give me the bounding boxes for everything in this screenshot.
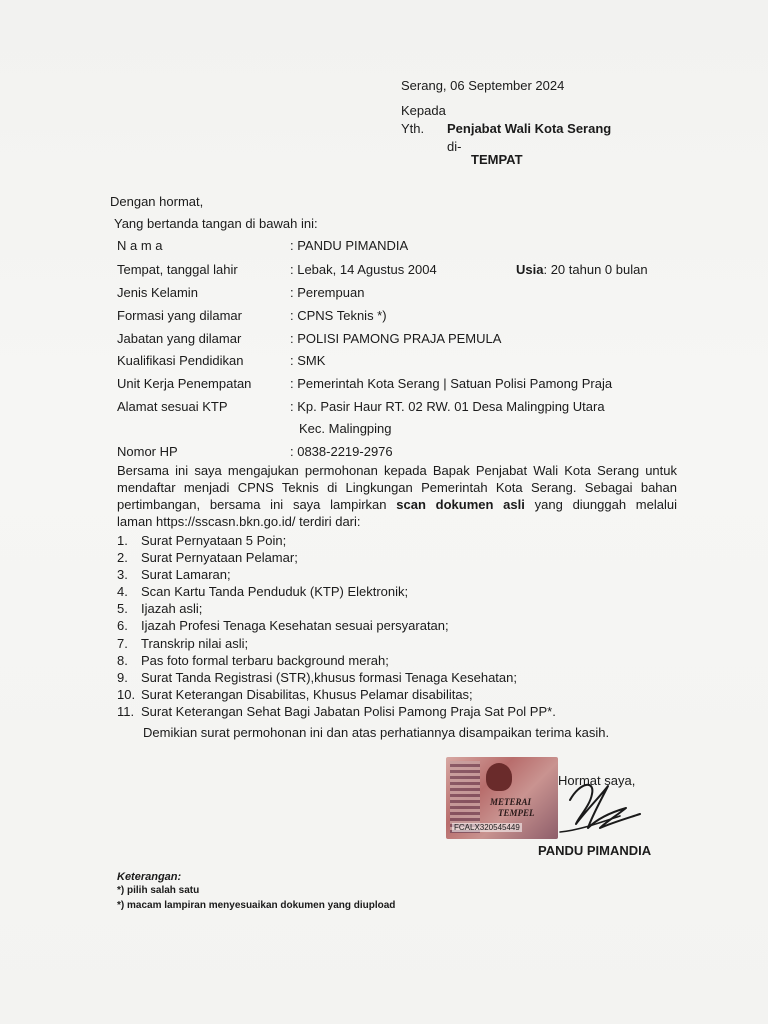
field-value-name: : PANDU PIMANDIA: [290, 238, 409, 253]
age-label: Usia: [516, 262, 544, 277]
list-item: [117, 635, 556, 652]
signer-name: PANDU PIMANDIA: [538, 843, 652, 858]
list-number: 1.: [117, 533, 128, 548]
paragraph-line: [117, 496, 677, 513]
field-value-formation: : CPNS Teknis *): [290, 308, 387, 323]
list-number: 9.: [117, 669, 128, 685]
garuda-emblem-icon: [486, 763, 512, 791]
list-text: Ijazah asli;: [141, 601, 203, 617]
list-number: 7.: [117, 635, 128, 651]
list-item: [117, 669, 556, 686]
field-value-address: : Kp. Pasir Haur RT. 02 RW. 01 Desa Malingping Utara: [290, 399, 605, 414]
yth-label: Yth.: [401, 121, 425, 136]
age-value: : 20 tahun 0 bulan: [543, 262, 648, 277]
list-text: Scan Kartu Tanda Penduduk (KTP) Elektronik;: [141, 584, 409, 600]
list-item: [117, 686, 556, 703]
field-value-birth: : Lebak, 14 Agustus 2004: [290, 262, 437, 277]
age-field: [516, 262, 648, 278]
list-text: Transkrip nilai asli;: [141, 635, 249, 651]
list-item: [117, 583, 556, 600]
field-label-unit: Unit Kerja Penempatan: [117, 376, 252, 391]
body-paragraph: [117, 462, 677, 530]
di-label: di-: [447, 139, 462, 154]
field-label-address: Alamat sesuai KTP: [117, 399, 228, 414]
list-item: [117, 600, 556, 617]
list-item: [117, 617, 556, 634]
field-label-gender: Jenis Kelamin: [117, 285, 198, 300]
note-line: *) pilih salah satu: [117, 885, 200, 896]
to-label: Kepada: [401, 103, 446, 118]
list-item: [117, 652, 556, 669]
list-text: Surat Lamaran;: [141, 567, 231, 583]
list-text: Surat Tanda Registrasi (STR),khusus formasi Tenaga Kesehatan;: [141, 669, 517, 685]
recipient: Penjabat Wali Kota Serang: [447, 121, 612, 136]
field-value-unit: : Pemerintah Kota Serang | Satuan Polisi Pamong Praja: [290, 376, 613, 391]
list-text: Surat Keterangan Disabilitas, Khusus Pelamar disabilitas;: [141, 686, 473, 702]
field-label-phone: Nomor HP: [117, 444, 178, 459]
field-label-education: Kualifikasi Pendidikan: [117, 353, 244, 368]
list-number: 6.: [117, 618, 128, 634]
field-value-education: : SMK: [290, 353, 326, 368]
intro: Yang bertanda tangan di bawah ini:: [114, 216, 318, 231]
regards-text: Hormat saya,: [558, 773, 636, 788]
closing-text: Demikian surat permohonan ini dan atas perhatiannya disampaikan terima kasih.: [143, 725, 610, 740]
paragraph-line: laman https://sscasn.bkn.go.id/ terdiri dari:: [117, 514, 361, 529]
stamp-code: FCALX320545449: [454, 823, 520, 832]
list-item: [117, 703, 556, 720]
list-item: [117, 566, 556, 583]
field-value-gender: : Perempuan: [290, 285, 365, 300]
list-text: Surat Pernyataan Pelamar;: [141, 550, 298, 566]
signature-icon: [540, 772, 650, 842]
notes-title: Keterangan:: [117, 871, 182, 883]
attachment-list: [117, 532, 556, 720]
list-number: 11.: [117, 703, 135, 719]
field-label-birth: Tempat, tanggal lahir: [117, 262, 238, 277]
field-label-name: N a m a: [117, 238, 163, 253]
date-line: Serang, 06 September 2024: [401, 78, 565, 93]
list-number: 8.: [117, 652, 128, 668]
field-value-position: : POLISI PAMONG PRAJA PEMULA: [290, 331, 502, 346]
list-number: 2.: [117, 550, 128, 566]
list-number: 4.: [117, 584, 128, 600]
paragraph-emphasis: scan dokumen asli: [396, 497, 525, 512]
list-text: Pas foto formal terbaru background merah;: [141, 652, 389, 668]
greeting: Dengan hormat,: [110, 194, 204, 209]
field-label-formation: Formasi yang dilamar: [117, 308, 242, 323]
place: TEMPAT: [471, 152, 523, 167]
list-text: Surat Keterangan Sehat Bagi Jabatan Polisi Pamong Praja Sat Pol PP*.: [141, 703, 556, 719]
list-text: Surat Pernyataan 5 Poin;: [141, 533, 287, 548]
paragraph-line: Bersama ini saya mengajukan permohonan kepada Bapak Penjabat Wali Kota Serang untuk: [117, 463, 677, 478]
field-value-phone: : 0838-2219-2976: [290, 444, 393, 459]
list-item: [117, 532, 556, 549]
field-value-address-line2: Kec. Malingping: [299, 421, 392, 436]
paragraph-text: yang diunggah melalui: [524, 497, 677, 512]
list-number: 3.: [117, 567, 128, 583]
stamp-text: METERAI: [490, 797, 532, 807]
list-item: [117, 549, 556, 566]
paragraph-line: mendaftar menjadi CPNS Teknis di Lingkungan Pemerintah Kota Serang. Sebagai bahan: [117, 480, 677, 495]
stamp-text: TEMPEL: [498, 808, 535, 818]
list-text: Ijazah Profesi Tenaga Kesehatan sesuai persyaratan;: [141, 618, 449, 634]
note-line: *) macam lampiran menyesuaikan dokumen yang diupload: [117, 900, 396, 911]
paragraph-text: pertimbangan, bersama ini saya lampirkan: [117, 497, 397, 512]
list-number: 5.: [117, 601, 128, 617]
list-number: 10.: [117, 686, 136, 702]
field-label-position: Jabatan yang dilamar: [117, 331, 242, 346]
